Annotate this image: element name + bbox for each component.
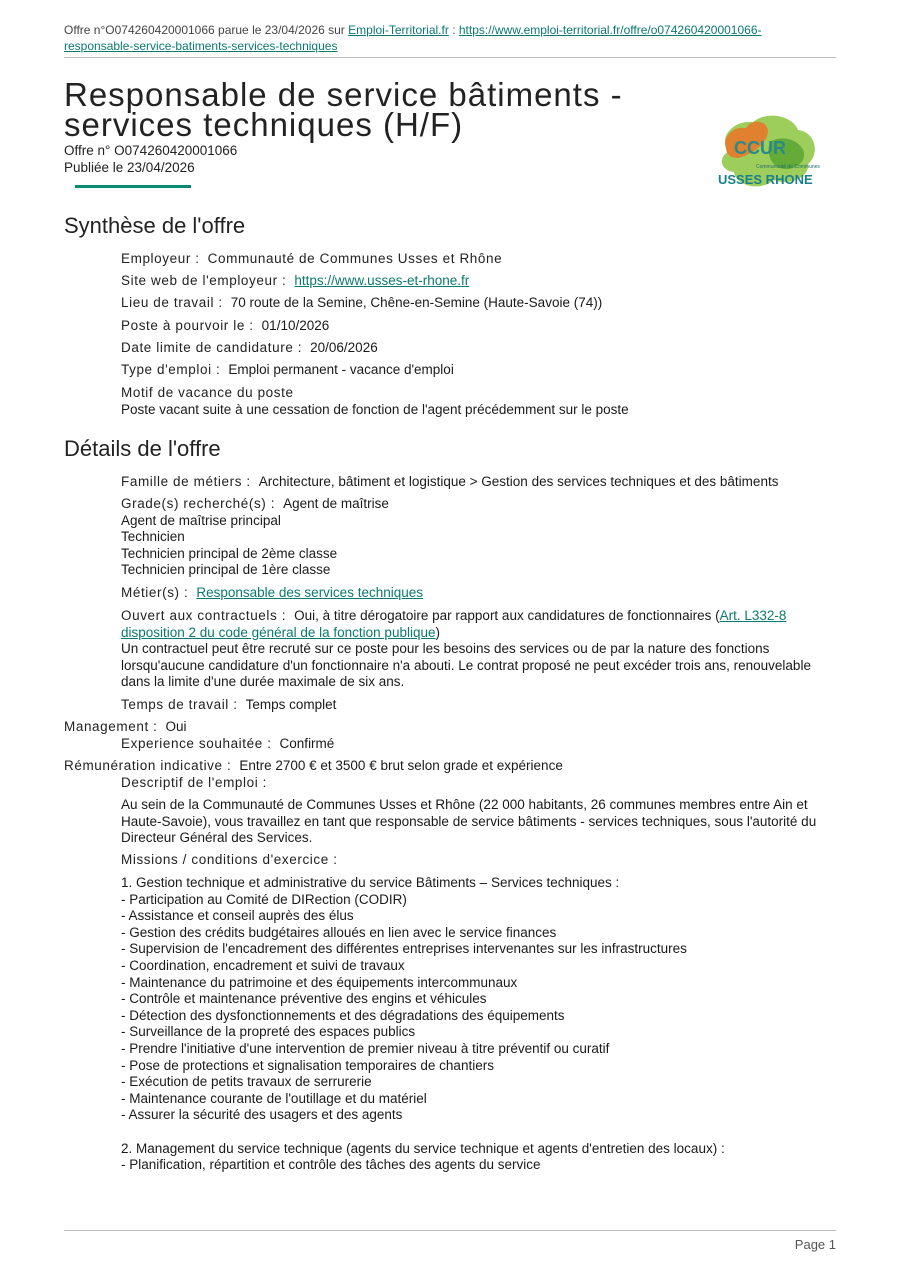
grades-row [121,496,836,579]
description-label: Descriptif de l'emploi : [121,775,268,790]
contract-close-paren: ) [435,624,440,640]
salary-label: Rémunération indicative : [64,758,232,773]
logo-name: USSES RHONE [718,172,813,187]
vacancy-reason-value: Poste vacant suite à une cessation de fonction de l'agent précédemment sur le poste [121,401,629,417]
offer-meta [64,142,237,176]
mission-line: - Gestion des crédits budgétaires alloués en lien avec le service finances [121,924,557,940]
grade-item: Technicien principal de 2ème classe [121,545,338,561]
emploi-territorial-link[interactable]: Emploi-Territorial.fr [348,23,449,37]
footer-divider [64,1230,836,1231]
description-text: Au sein de la Communauté de Communes Usses et Rhône (22 000 habitants, 26 communes membres entre Ain et Haute-Savoie), vous travaillez en tant que responsable de service bâtiments - services techniques, sous l'autorité du Directeur Général des Services. [121,797,817,846]
location-label: Lieu de travail : [121,295,223,310]
offer-url-part-2: responsable-service-batiments-services-techniques [64,39,338,53]
source-colon: : [452,23,456,37]
title-line-1: Responsable de service bâtiments - [64,76,623,113]
vacancy-reason-row [121,385,836,418]
metier-label: Métier(s) : [121,585,189,600]
contract-row [121,608,836,691]
experience-row [121,736,836,753]
deadline-label: Date limite de candidature : [121,340,303,355]
employer-value: Communauté de Communes Usses et Rhône [207,251,503,266]
mission-line: - Prendre l'initiative d'une intervention de premier niveau à titre préventif ou curatif [121,1040,610,1056]
work-time-value: Temps complet [245,697,337,712]
job-family-label: Famille de métiers : [121,474,251,489]
employer-logo [708,112,828,198]
work-time-row [121,697,836,714]
code-article-link-part-2: disposition 2 du code général de la fonction publique [121,624,436,640]
salary-row [64,758,836,775]
title-accent-bar [75,185,191,188]
mission-line [121,1124,836,1141]
mission-line: - Coordination, encadrement et suivi de travaux [121,957,405,973]
job-family-value: Architecture, bâtiment et logistique > Gestion des services techniques et des bâtiments [258,474,779,489]
grade-item: Agent de maîtrise principal [121,512,281,528]
job-type-row [121,362,836,379]
start-date-label: Poste à pourvoir le : [121,318,254,333]
source-prefix: Offre n°O074260420001066 parue le 23/04/2026 sur [64,23,345,37]
contract-label: Ouvert aux contractuels : [121,608,287,623]
management-label: Management : [64,719,158,734]
deadline-row [121,340,836,357]
experience-value: Confirmé [279,736,335,751]
synthese-heading: Synthèse de l'offre [64,213,246,238]
published-date: Publiée le 23/04/2026 [64,160,195,175]
header-divider [64,57,836,58]
employer-website-link[interactable]: https://www.usses-et-rhone.fr [294,273,470,288]
employer-label: Employeur : [121,251,200,266]
code-article-link-part-1: Art. L332-8 [719,608,787,623]
contract-value: Oui, à titre dérogatoire par rapport aux candidatures de fonctionnaires ( [294,608,720,623]
vacancy-reason-label: Motif de vacance du poste [121,385,294,400]
logo-acronym: CCUR [734,138,786,158]
missions-label: Missions / conditions d'exercice : [121,852,338,867]
metier-link[interactable]: Responsable des services techniques [196,585,423,600]
website-row [121,273,836,290]
logo-subtitle: Communauté de Communes [756,164,820,170]
offer-source-line [64,22,836,54]
website-label: Site web de l'employeur : [121,273,287,288]
description-label-row [121,775,836,792]
mission-line: - Assurer la sécurité des usagers et des agents [121,1107,403,1123]
page-title [64,76,684,143]
title-line-2: services techniques (H/F) [64,106,464,143]
salary-value: Entre 2700 € et 3500 € brut selon grade et expérience [239,758,563,773]
details-heading: Détails de l'offre [64,436,221,461]
job-type-value: Emploi permanent - vacance d'emploi [228,362,454,377]
mission-line: 2. Management du service technique (agents du service technique et agents d'entretien des locaux) : [121,1140,725,1156]
page-number: Page 1 [794,1237,836,1252]
offer-number: Offre n° O074260420001066 [64,143,238,158]
metier-row [121,585,836,602]
mission-line: - Supervision de l'encadrement des différentes entreprises intervenantes sur les infrastructures [121,941,687,957]
mission-line: - Participation au Comité de DIRection (CODIR) [121,891,407,907]
work-time-label: Temps de travail : [121,697,238,712]
mission-line: - Pose de protections et signalisation temporaires de chantiers [121,1057,494,1073]
mission-line: - Assistance et conseil auprès des élus [121,908,354,924]
mission-line: - Maintenance du patrimoine et des équipements intercommunaux [121,974,518,990]
mission-line: - Surveillance de la propreté des espaces publics [121,1024,416,1040]
start-date-row [121,318,836,335]
grade-item: Technicien principal de 1ère classe [121,562,331,578]
mission-line: - Exécution de petits travaux de serrurerie [121,1074,372,1090]
management-row [64,719,836,736]
grade-item: Technicien [121,529,185,545]
deadline-value: 20/06/2026 [310,340,378,355]
mission-line: - Planification, répartition et contrôle des tâches des agents du service [121,1157,541,1173]
start-date-value: 01/10/2026 [261,318,330,333]
grade-item: Agent de maîtrise [283,496,389,511]
mission-line: 1. Gestion technique et administrative du service Bâtiments – Services techniques : [121,875,620,890]
employer-row [121,251,836,268]
location-value: 70 route de la Semine, Chêne-en-Semine (Haute-Savoie (74)) [230,295,603,310]
grades-label: Grade(s) recherché(s) : [121,496,276,511]
mission-line: - Maintenance courante de l'outillage et du matériel [121,1090,427,1106]
management-value: Oui [165,719,187,734]
contract-explanation: Un contractuel peut être recruté sur ce poste pour les besoins des services ou de par la nature des fonctions lorsqu'aucune candidature d'un fonctionnaire n'a abouti. Le contrat proposé ne peut excéder trois ans, renouvelable dans la limite d'une durée maximale de six ans. [121,641,811,690]
job-type-label: Type d'emploi : [121,362,221,377]
experience-label: Experience souhaitée : [121,736,272,751]
missions-list [121,875,836,1174]
location-row [121,295,836,312]
mission-line: - Contrôle et maintenance préventive des engins et véhicules [121,991,487,1007]
offer-url-part-1: https://www.emploi-territorial.fr/offre/o074260420001066- [458,23,762,37]
job-family-row [121,474,836,491]
mission-line: - Détection des dysfonctionnements et des dégradations des équipements [121,1007,565,1023]
document-page [64,0,836,1273]
missions-label-row [121,852,836,869]
